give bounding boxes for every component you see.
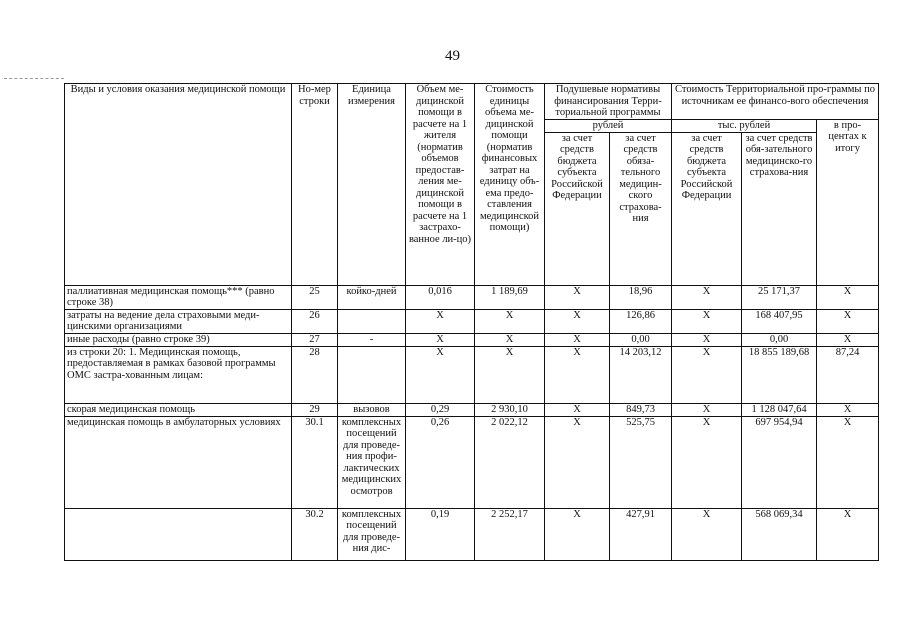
- header-volume: Объем ме-дицинской помощи в расчете на 1 жителя (норматив объемов предостав-ления ме-дицинской помощи в расчете на 1 застрахо-ванное ли-цо): [406, 84, 475, 286]
- header-unit-rub: рублей: [545, 119, 672, 132]
- cell-volume: X: [406, 333, 475, 346]
- cell-unit: койко-дней: [338, 285, 406, 309]
- cell-unit: комплексных посещений для проведе-ния дис-: [338, 508, 406, 560]
- table-row: [65, 403, 879, 416]
- header-kinds: Виды и условия оказания медицинской помощи: [65, 84, 292, 286]
- header-percapita-group: Подушевые нормативы финансирования Терри-ториальной программы: [545, 84, 672, 120]
- cell-tc-budget: X: [672, 416, 742, 508]
- cell-num: 29: [292, 403, 338, 416]
- cell-volume: X: [406, 309, 475, 333]
- cell-pc-budget: X: [545, 416, 610, 508]
- cell-pc-oms: 18,96: [610, 285, 672, 309]
- table-row: [65, 333, 879, 346]
- cell-pc-oms: 14 203,12: [610, 346, 672, 403]
- cell-name: медицинская помощь в амбулаторных условиях: [65, 416, 292, 508]
- cell-pct: X: [817, 309, 879, 333]
- cell-pct: X: [817, 403, 879, 416]
- cell-name: скорая медицинская помощь: [65, 403, 292, 416]
- cell-volume: 0,016: [406, 285, 475, 309]
- table-row: [65, 285, 879, 309]
- cell-pct: X: [817, 416, 879, 508]
- cell-unit: [338, 309, 406, 333]
- cell-cost: 1 189,69: [475, 285, 545, 309]
- header-unit: Единица измерения: [338, 84, 406, 286]
- cell-num: 25: [292, 285, 338, 309]
- cell-tc-budget: X: [672, 346, 742, 403]
- cell-name: из строки 20: 1. Медицинская помощь, предоставляемая в рамках базовой программы ОМС застра-хованным лицам:: [65, 346, 292, 403]
- cell-tc-oms: 568 069,34: [742, 508, 817, 560]
- cell-pc-budget: X: [545, 508, 610, 560]
- cell-unit: комплексных посещений для проведе-ния профи-лактических медицинских осмотров: [338, 416, 406, 508]
- margin-dash: [4, 78, 64, 79]
- cell-tc-budget: X: [672, 508, 742, 560]
- cell-volume: X: [406, 346, 475, 403]
- cell-pc-budget: X: [545, 403, 610, 416]
- cell-num: 27: [292, 333, 338, 346]
- cell-pct: X: [817, 285, 879, 309]
- cell-volume: 0,19: [406, 508, 475, 560]
- cell-tc-oms: 168 407,95: [742, 309, 817, 333]
- cell-unit: вызовов: [338, 403, 406, 416]
- header-unit-thous: тыс. рублей: [672, 119, 817, 132]
- cell-num: 28: [292, 346, 338, 403]
- header-tc-budget: за счет средств бюджета субъекта Российской Федерации: [672, 132, 742, 285]
- cell-num: 30.2: [292, 508, 338, 560]
- cell-pct: 87,24: [817, 346, 879, 403]
- header-pc-budget: за счет средств бюджета субъекта Российской Федерации: [545, 132, 610, 285]
- cell-pc-budget: X: [545, 333, 610, 346]
- cell-pc-budget: X: [545, 285, 610, 309]
- cell-pc-oms: 0,00: [610, 333, 672, 346]
- cell-name: [65, 508, 292, 560]
- header-percent: в про-центах к итогу: [817, 119, 879, 285]
- cell-cost: X: [475, 333, 545, 346]
- header-unit-cost: Стоимость единицы объема ме-дицинской помощи (норматив финансовых затрат на единицу объ-ема предо-ставления медицинской помощи): [475, 84, 545, 286]
- cell-num: 26: [292, 309, 338, 333]
- cell-pct: X: [817, 508, 879, 560]
- cell-cost: 2 252,17: [475, 508, 545, 560]
- cell-name: иные расходы (равно строке 39): [65, 333, 292, 346]
- header-cost-group: Стоимость Территориальной про-граммы по источникам ее финансо-вого обеспечения: [672, 84, 879, 120]
- data-table: [64, 83, 879, 561]
- table-row: [65, 508, 879, 560]
- table-row: [65, 416, 879, 508]
- cell-cost: 2 022,12: [475, 416, 545, 508]
- cell-name: паллиативная медицинская помощь*** (равно строке 38): [65, 285, 292, 309]
- cell-cost: X: [475, 346, 545, 403]
- cell-tc-budget: X: [672, 285, 742, 309]
- cell-pc-oms: 126,86: [610, 309, 672, 333]
- cell-unit: -: [338, 333, 406, 346]
- cell-pc-oms: 849,73: [610, 403, 672, 416]
- cell-tc-oms: 0,00: [742, 333, 817, 346]
- cell-volume: 0,26: [406, 416, 475, 508]
- table-row: [65, 309, 879, 333]
- cell-pc-budget: X: [545, 346, 610, 403]
- header-tc-oms: за счет средств обя-зательного медицинско-го страхова-ния: [742, 132, 817, 285]
- cell-tc-budget: X: [672, 403, 742, 416]
- cell-tc-budget: X: [672, 309, 742, 333]
- cell-tc-oms: 25 171,37: [742, 285, 817, 309]
- cell-unit: [338, 346, 406, 403]
- cell-num: 30.1: [292, 416, 338, 508]
- cell-pct: X: [817, 333, 879, 346]
- cell-pc-oms: 427,91: [610, 508, 672, 560]
- cell-tc-oms: 697 954,94: [742, 416, 817, 508]
- cell-cost: 2 930,10: [475, 403, 545, 416]
- header-pc-oms: за счет средств обяза-тельного медицин-ского страхова-ния: [610, 132, 672, 285]
- cell-tc-oms: 1 128 047,64: [742, 403, 817, 416]
- cell-volume: 0,29: [406, 403, 475, 416]
- header-row-number: Но-мер строки: [292, 84, 338, 286]
- cell-name: затраты на ведение дела страховыми меди-цинскими организациями: [65, 309, 292, 333]
- cell-pc-budget: X: [545, 309, 610, 333]
- cell-cost: X: [475, 309, 545, 333]
- cell-tc-budget: X: [672, 333, 742, 346]
- page-number: 49: [445, 48, 460, 64]
- cell-tc-oms: 18 855 189,68: [742, 346, 817, 403]
- table-row: [65, 346, 879, 403]
- cell-pc-oms: 525,75: [610, 416, 672, 508]
